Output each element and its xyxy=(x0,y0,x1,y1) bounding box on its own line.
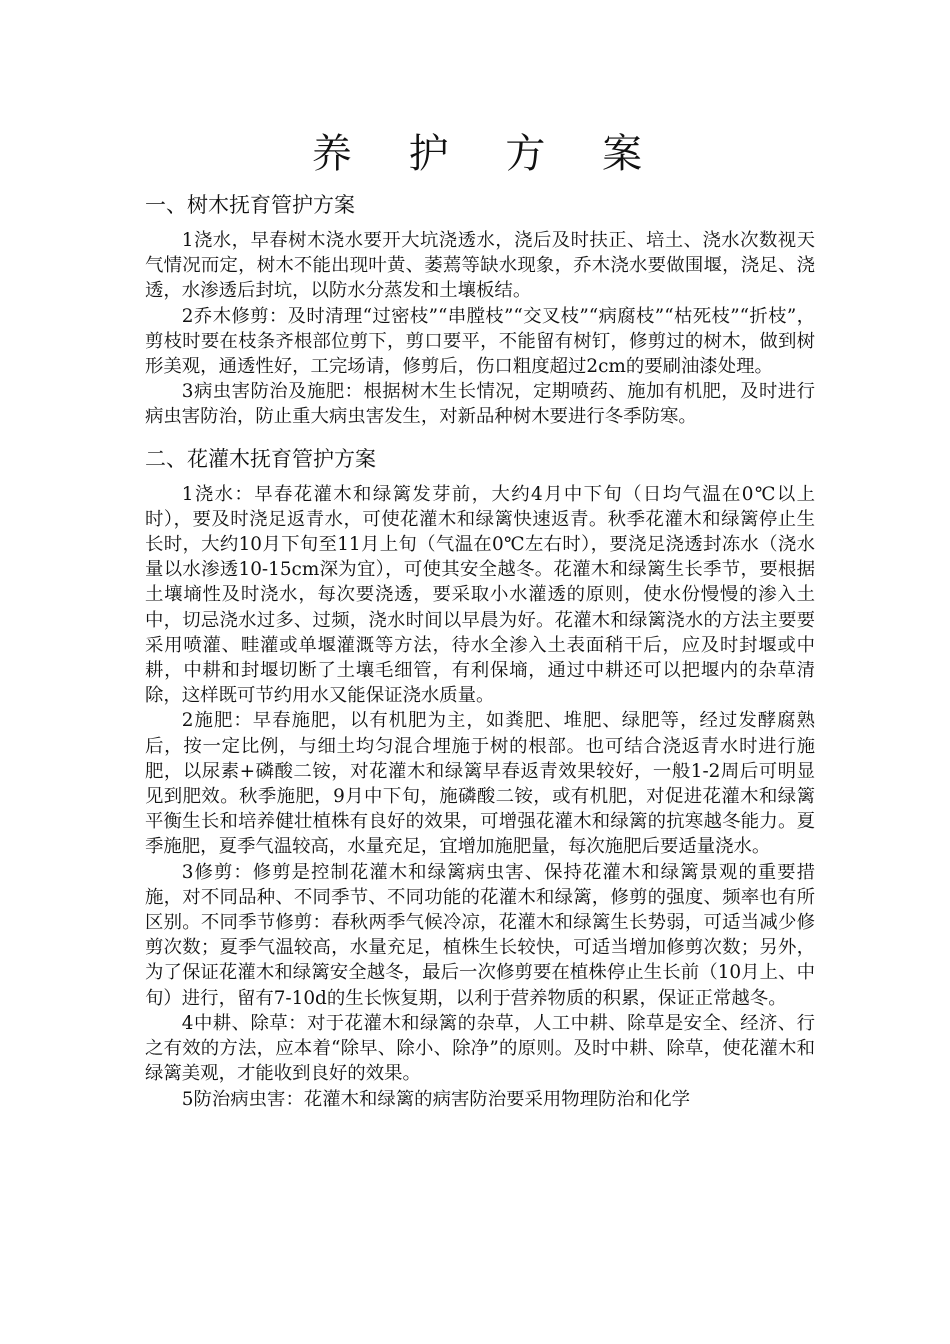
document-page xyxy=(145,120,815,1126)
paragraph-fertilizing: 2施肥：早春施肥，以有机肥为主，如粪肥、堆肥、绿肥等，经过发酵腐熟后，按一定比例，与细土均匀混合埋施于树的根部。也可结合浇返青水时进行施肥，以尿素+磷酸二铵，对花灌木和绿篱早春返青效果较好，一般1-2周后可明显见到肥效。秋季施肥，9月中下旬，施磷酸二铵，或有机肥，对促进花灌木和绿篱平衡生长和培养健壮植株有良好的效果，可增强花灌木和绿篱的抗寒越冬能力。夏季施肥，夏季气温较高，水量充足，宜增加施肥量，每次施肥后要适量浇水。 xyxy=(145,710,815,858)
paragraph-watering: 1浇水，早春树木浇水要开大坑浇透水，浇后及时扶正、培土、浇水次数视天气情况而定，树木不能出现叶黄、萎蔫等缺水现象，乔木浇水要做围堰，浇足、浇透，水渗透后封坑，以防水分蒸发和土壤板结。 xyxy=(145,230,815,302)
section-heading: 二、花灌木抚育管护方案 xyxy=(145,446,376,471)
paragraph-pest-fertilizer: 3病虫害防治及施肥：根据树木生长情况，定期喷药、施加有机肥，及时进行病虫害防治，防止重大病虫害发生，对新品种树木要进行冬季防寒。 xyxy=(145,381,815,428)
paragraph-pruning: 3修剪：修剪是控制花灌木和绿篱病虫害、保持花灌木和绿篱景观的重要措施，对不同品种、不同季节、不同功能的花灌木和绿篱，修剪的强度、频率也有所区别。不同季节修剪：春秋两季气候冷凉，花灌木和绿篱生长势弱，可适当减少修剪次数；夏季气温较高，水量充足，植株生长较快，可适当增加修剪次数；另外，为了保证花灌木和绿篱安全越冬，最后一次修剪要在植株停止生长前（10月上、中旬）进行，留有7-10d的生长恢复期，以利于营养物质的积累，保证正常越冬。 xyxy=(145,861,815,1009)
document-title: 养 护 方 案 xyxy=(311,131,665,177)
paragraph-pest-control: 5防治病虫害：花灌木和绿篱的病害防治要采用物理防治和化学 xyxy=(181,1088,691,1110)
section-shrub-care xyxy=(145,444,815,1112)
paragraph-weeding: 4中耕、除草：对于花灌木和绿篱的杂草，人工中耕、除草是安全、经济、行之有效的方法，应本着“除早、除小、除净”的原则。及时中耕、除草，使花灌木和绿篱美观，才能收到良好的效果。 xyxy=(145,1012,815,1085)
paragraph-pruning: 2乔木修剪：及时清理“过密枝”“串膛枝”“交叉枝”“病腐枝”“枯死枝”“折枝”，剪枝时要在枝条齐根部位剪下，剪口要平，不能留有树钉，修剪过的树木，做到树形美观，通透性好，工完场请，修剪后，伤口粗度超过2cm的要刷油漆处理。 xyxy=(145,305,815,378)
paragraph-watering: 1浇水：早春花灌木和绿篱发芽前，大约4月中下旬（日均气温在0℃以上时），要及时浇足返青水，可使花灌木和绿篱快速返青。秋季花灌木和绿篱停止生长时，大约10月下旬至11月上旬（气温在0℃左右时），要浇足浇透封冻水（浇水量以水渗透10-15cm深为宜），可使其安全越冬。花灌木和绿篱生长季节，要根据土壤墒性及时浇水，每次要浇透，要采取小水灌透的原则，使水份慢慢的渗入土中，切忌浇水过多、过频，浇水时间以早晨为好。花灌木和绿篱浇水的方法主要要采用喷灌、畦灌或单堰灌溉等方法，待水全渗入土表面稍干后，应及时封堰或中耕，中耕和封堰切断了土壤毛细管，有利保墒，通过中耕还可以把堰内的杂草清除，这样既可节约用水又能保证浇水质量。 xyxy=(145,483,815,707)
section-heading: 一、树木抚育管护方案 xyxy=(145,193,355,217)
section-tree-care xyxy=(145,190,815,430)
